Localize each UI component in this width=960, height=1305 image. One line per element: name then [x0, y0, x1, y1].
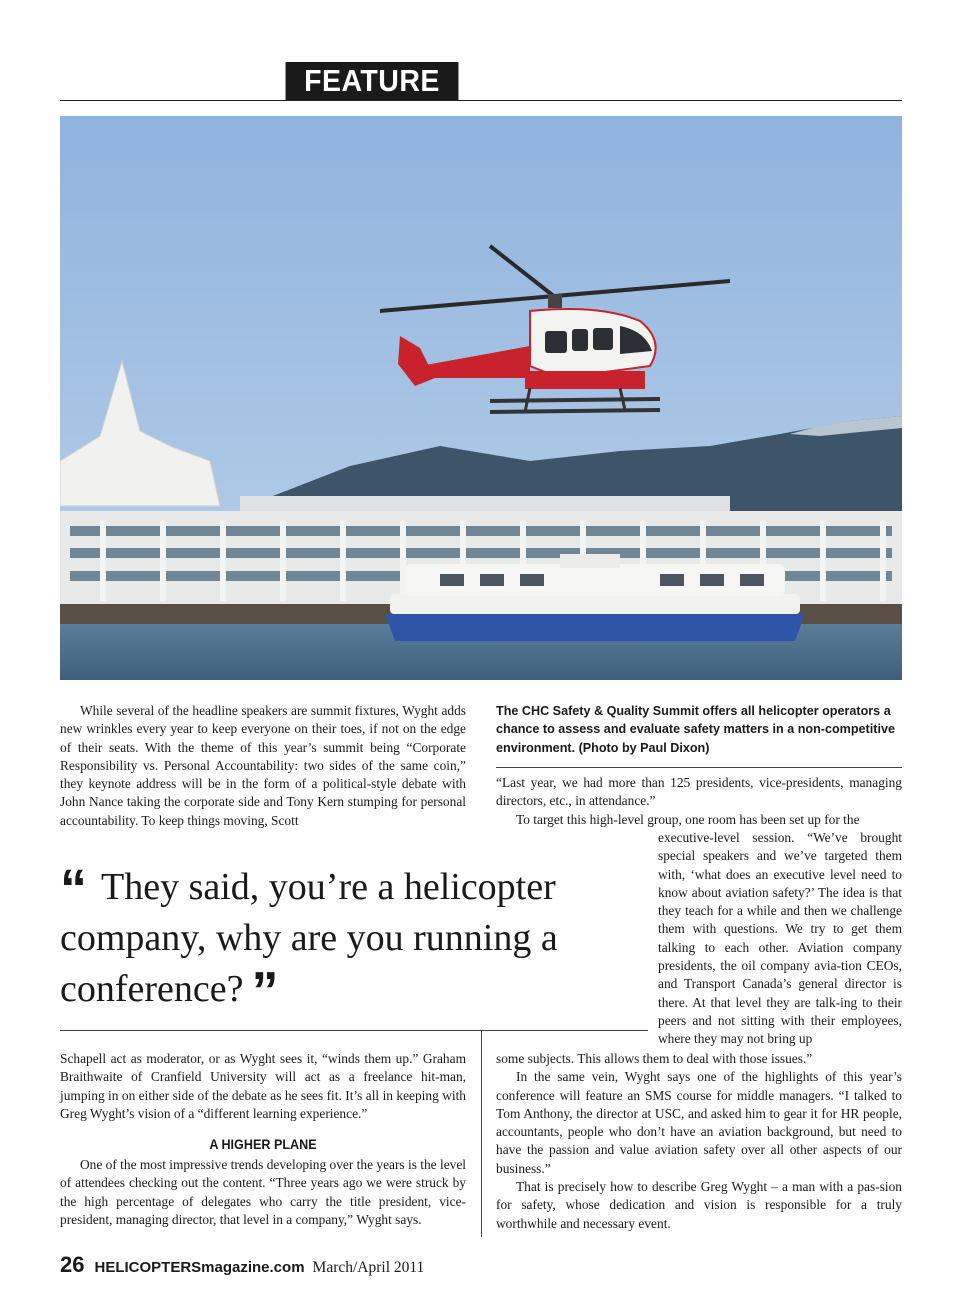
pull-quote-text: They said, you’re a helicopter company, why are you running a conference? — [60, 866, 558, 1010]
header-rule — [60, 100, 902, 101]
pull-quote-rule — [60, 1030, 648, 1031]
close-quote-mark: ” — [251, 961, 271, 1021]
body-paragraph: executive-level session. “We’ve brought special speakers and we’ve targeted them with, ‘what does an executive level need to know about aviation safety?’ The idea is that they teach for a while and then we challenge them with questions. We try to get them talking to each other. Aviation company presidents, the oil company avia-tion CEOs, and Transport Canada’s general director is there. At that level they are talk-ing to their peers and not sitting with their employees, where they may not bring up — [658, 830, 902, 1047]
section-tag: FEATURE — [286, 62, 459, 100]
body-paragraph: Schapell act as moderator, or as Wyght sees it, “winds them up.” Graham Braithwaite of Cranfield University will act as a freelance hit-man, jumping in on either side of the debate as he sees fit. It’s all in keeping with Greg Wyght’s vision of a “different learning experience.” — [60, 1051, 466, 1121]
body-paragraph: In the same vein, Wyght says one of the highlights of this year’s conference will feature an SMS course for middle managers. “I talked to Tom Anthony, the director at USC, and asked him to gear it for HR people, accountants, people who don’t have an aviation background, but need to have the passion and value aviation safety over all other aspects of our business.” — [496, 1069, 902, 1176]
photo-caption: The CHC Safety & Quality Summit offers all helicopter operators a chance to assess and evaluate safety matters in a non-competitive environment. (Photo by Paul Dixon) — [496, 704, 895, 755]
body-paragraph: “Last year, we had more than 125 presidents, vice-presidents, managing directors, etc., in attendance.” — [496, 775, 902, 809]
page-number: 26 — [60, 1252, 85, 1277]
pull-quote — [60, 859, 620, 1021]
body-paragraph: some subjects. This allows them to deal with those issues.” — [496, 1051, 813, 1066]
column-right-top — [496, 774, 902, 829]
column-right-narrow — [658, 829, 902, 1049]
body-paragraph: To target this high-level group, one room has been set up for the — [516, 811, 860, 827]
column-left-bottom — [60, 1050, 466, 1229]
column-divider — [481, 1030, 482, 1237]
subhead: A HIGHER PLANE — [209, 1136, 317, 1153]
page-footer — [60, 1252, 424, 1278]
body-paragraph: One of the most impressive trends developing over the years is the level of attendees checking out the content. “Three years ago we were struck by the high percentage of delegates who carry the title president, vice-president, managing director, that level in a company,” Wyght says. — [60, 1157, 466, 1228]
column-left-top — [60, 702, 466, 830]
open-quote-mark: “ — [60, 859, 79, 919]
feature-photo — [60, 116, 902, 680]
body-paragraph: That is precisely how to describe Greg Wyght – a man with a pas-sion for safety, whose dedication and vision is responsible for a truly worthwhile and necessary event. — [496, 1179, 902, 1231]
body-paragraph: While several of the headline speakers are summit fixtures, Wyght adds new wrinkles every year to keep everyone on their toes, if not on the edge of their seats. With the theme of this year’s summit being “Corporate Responsibility vs. Personal Accountability: two sides of the same coin,” they keynote address will be in the form of a political-style debate with John Nance taking the corporate side and Tony Kern stumping for personal accountability. To keep things moving, Scott — [60, 703, 466, 828]
caption-rule — [496, 767, 902, 768]
seabus — [385, 554, 805, 641]
website-name: HELICOPTERSmagazine.com — [94, 1259, 305, 1276]
issue-date: March/April 2011 — [312, 1259, 425, 1276]
column-right-bottom — [496, 1050, 902, 1233]
